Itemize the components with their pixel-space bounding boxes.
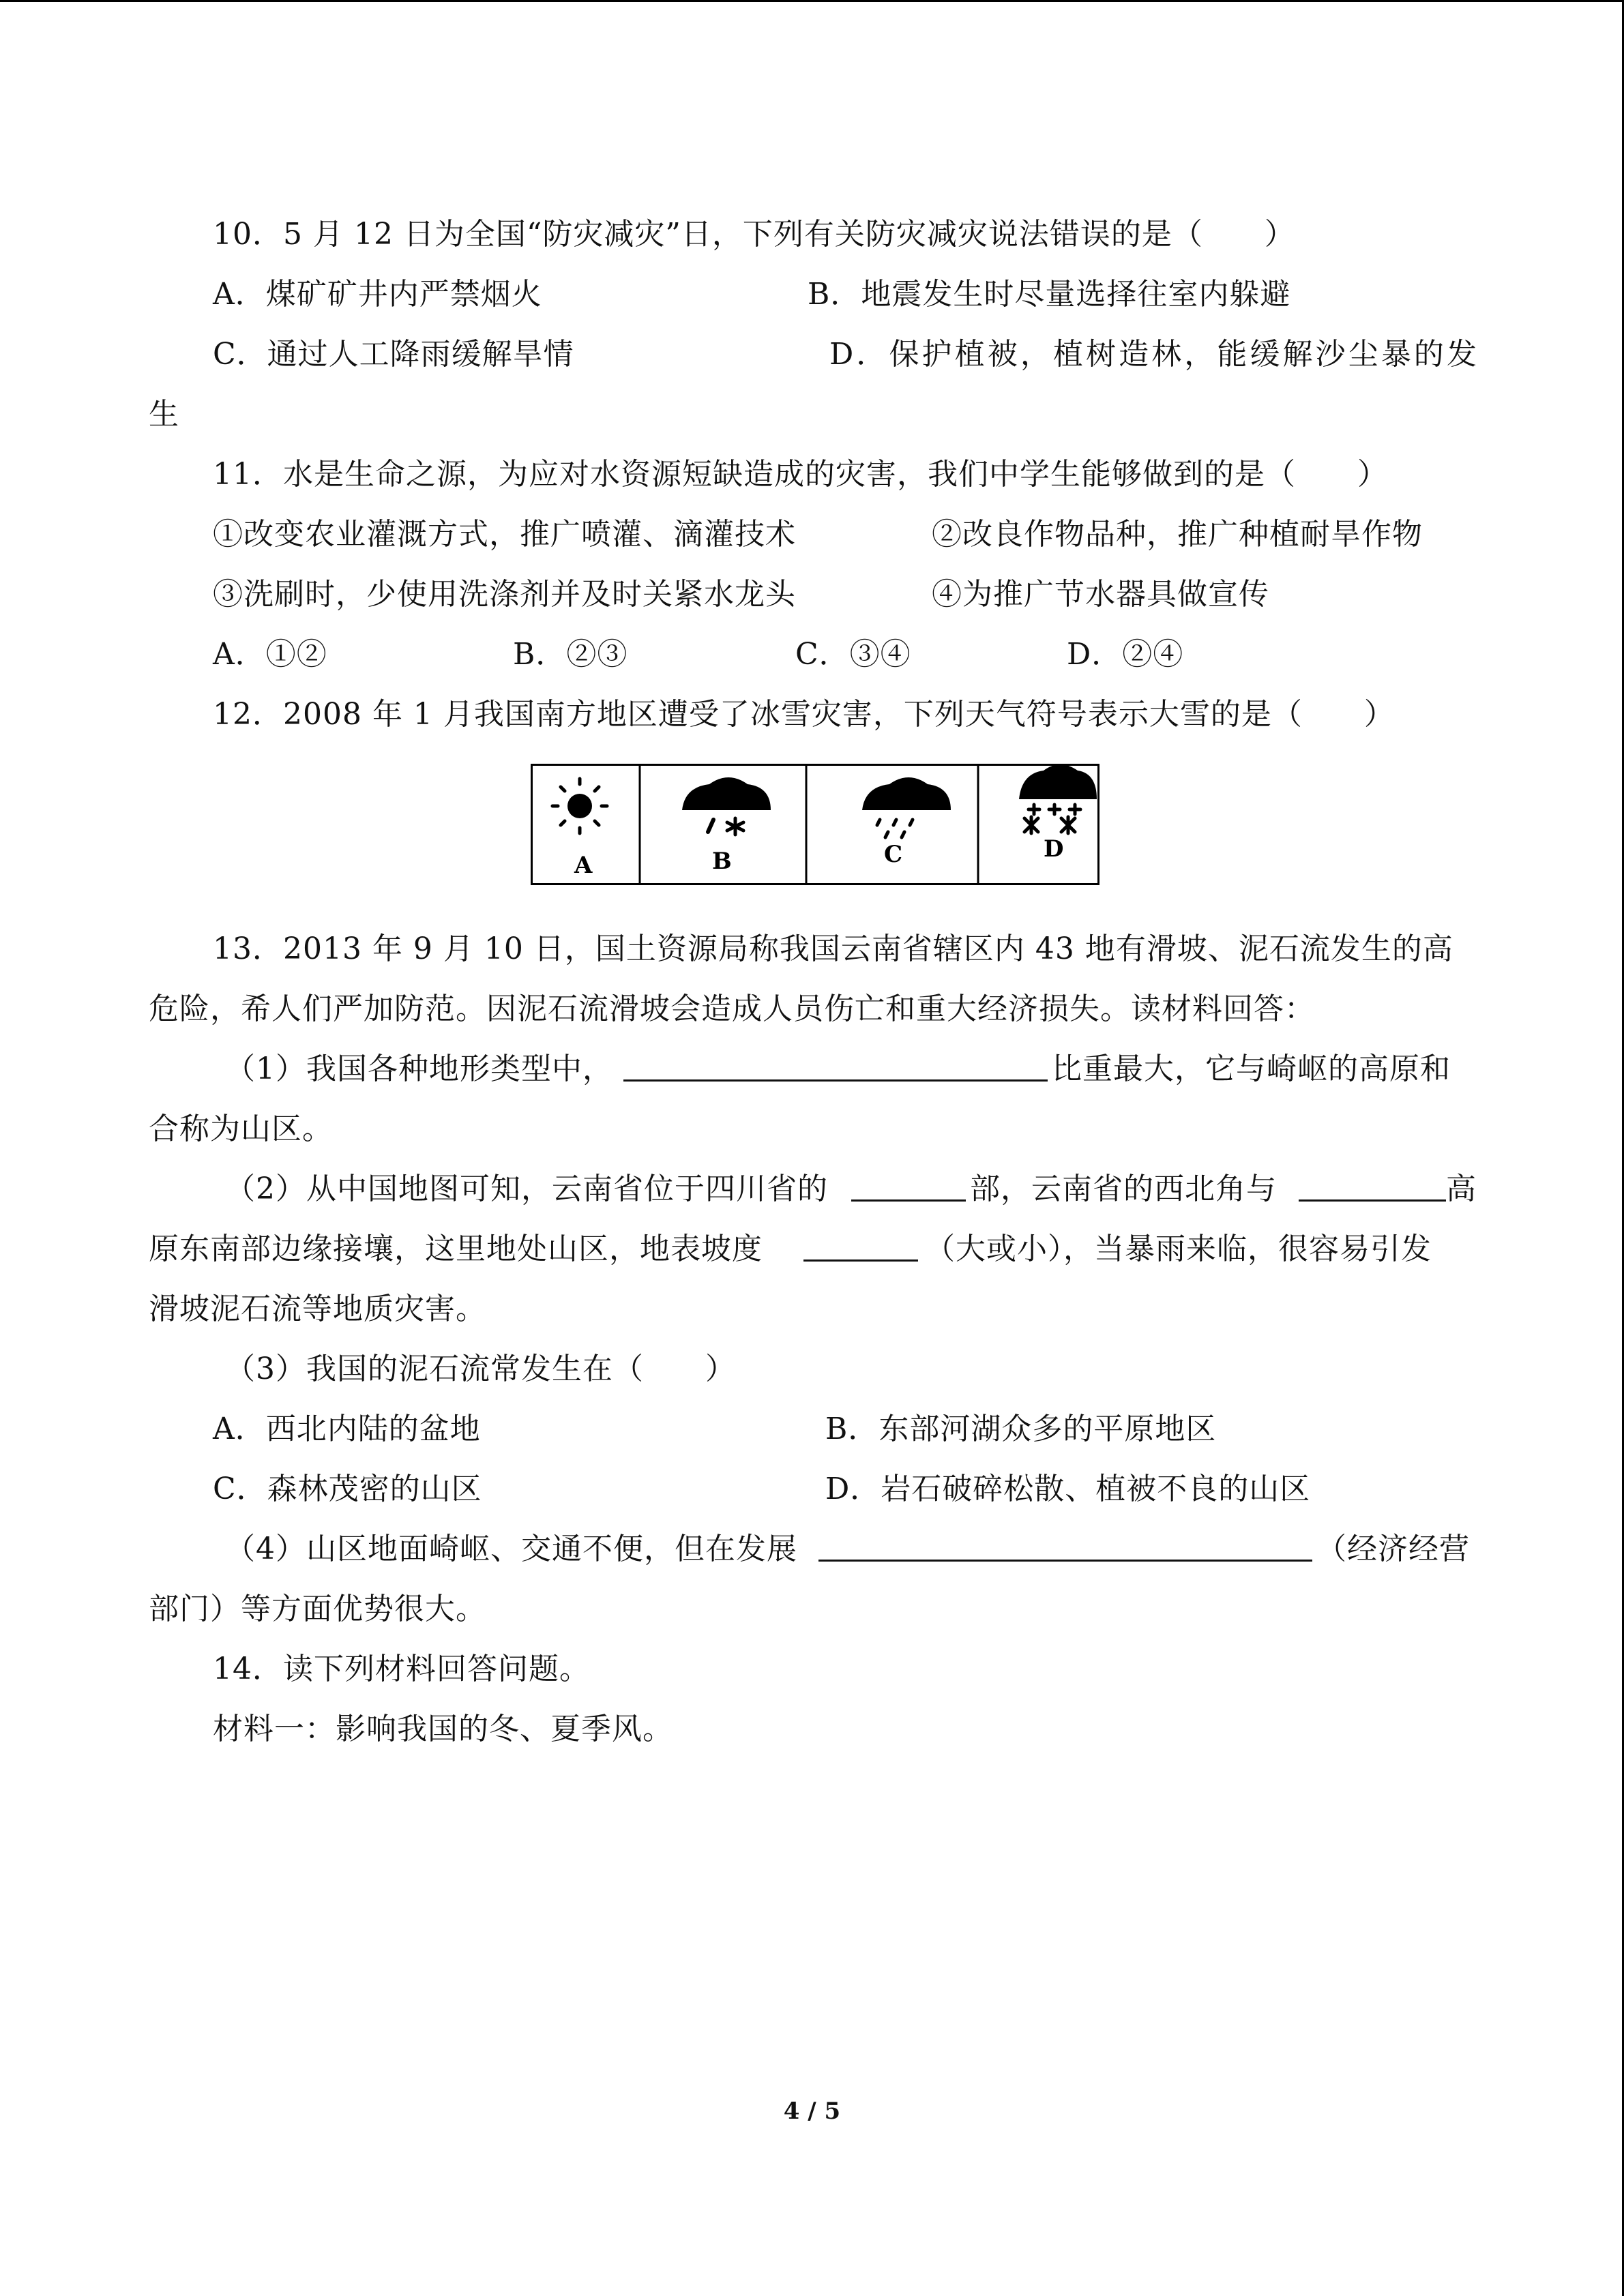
q13-part-4-text-a: （4）山区地面崎岖、交通不便，但在发展 (225, 1532, 797, 1566)
q13-part-3-option-d: D．岩石破碎松散、植被不良的山区 (825, 1472, 1311, 1506)
weather-cell-b-label: B (712, 848, 732, 875)
q10-option-d-continuation: 生 (149, 397, 179, 432)
q11-item-3: ③洗刷时，少使用洗涤剂并及时关紧水龙头 (213, 577, 796, 612)
q13-part-2-text-b: 部，云南省的西北角与 (970, 1172, 1277, 1206)
q13-part-3-option-b: B．东部河湖众多的平原地区 (825, 1412, 1217, 1446)
q13-part-2-blank-2[interactable] (1299, 1167, 1446, 1211)
page-number: 4 / 5 (783, 2098, 841, 2125)
q10-option-b: B．地震发生时尽量选择往室内躲避 (808, 277, 1291, 312)
page-top-border (0, 0, 1624, 2)
q12-stem: 12．2008 年 1 月我国南方地区遭受了冰雪灾害，下列天气符号表示大雪的是（ ） (213, 697, 1395, 732)
q11-item-2: ②改良作物品种，推广种植耐旱作物 (932, 517, 1423, 552)
q14-material-1: 材料一：影响我国的冬、夏季风。 (213, 1712, 673, 1746)
q13-stem-line-1: 13．2013 年 9 月 10 日，国土资源局称我国云南省辖区内 43 地有滑坡、泥石流发生的高 (213, 931, 1453, 966)
q11-item-4: ④为推广节水器具做宣传 (932, 577, 1269, 612)
q10-option-d: D．保护植被，植树造林，能缓解沙尘暴的发 (829, 337, 1477, 372)
q10-option-c: C．通过人工降雨缓解旱情 (213, 337, 574, 372)
q13-part-4-blank[interactable] (818, 1527, 1312, 1571)
q13-part-2-line-2-text-b: （大或小），当暴雨来临，很容易引发 (925, 1232, 1432, 1266)
q11-option-b: B．②③ (513, 637, 628, 672)
q11-item-1: ①改变农业灌溉方式，推广喷灌、滴灌技术 (213, 517, 796, 552)
q11-option-c: C．③④ (795, 637, 911, 672)
q11-option-a: A．①② (213, 637, 327, 672)
q13-part-3-option-a: A．西北内陆的盆地 (213, 1412, 481, 1446)
q13-part-2-line-3: 滑坡泥石流等地质灾害。 (149, 1292, 486, 1326)
q13-part-1-text-a: （1）我国各种地形类型中， (225, 1052, 613, 1086)
weather-cell-c-label: C (884, 841, 903, 868)
q14-stem: 14．读下列材料回答问题。 (213, 1652, 590, 1686)
q13-part-1-blank[interactable] (623, 1047, 1048, 1091)
q13-part-4-text-b: （经济经营 (1316, 1532, 1470, 1566)
q13-stem-line-2: 危险，希人们严加防范。因泥石流滑坡会造成人员伤亡和重大经济损失。读材料回答： (149, 992, 1315, 1026)
weather-symbols-figure (531, 764, 1099, 888)
q13-part-2-line-2-text-a: 原东南部边缘接壤，这里地处山区，地表坡度 (149, 1232, 763, 1266)
q13-part-1-continuation: 合称为山区。 (149, 1112, 333, 1146)
q13-part-1-text-b: 比重最大，它与崎岖的高原和 (1052, 1052, 1451, 1086)
q13-part-3-option-c: C．森林茂密的山区 (213, 1472, 482, 1506)
q10-option-a: A．煤矿矿井内严禁烟火 (213, 277, 542, 312)
q13-part-2-text-a: （2）从中国地图可知，云南省位于四川省的 (225, 1172, 828, 1206)
q13-part-4-continuation: 部门）等方面优势很大。 (149, 1592, 486, 1626)
q13-part-3-stem: （3）我国的泥石流常发生在（ ） (225, 1352, 736, 1386)
weather-cell-d-label: D (1044, 835, 1064, 863)
q11-option-d: D．②④ (1067, 637, 1184, 672)
q10-stem: 10．5 月 12 日为全国“防灾减灾”日，下列有关防灾减灾说法错误的是（ ） (213, 217, 1295, 252)
weather-cell-a-label: A (574, 852, 593, 879)
q13-part-2-blank-3[interactable] (803, 1227, 918, 1271)
q13-part-2-blank-1[interactable] (851, 1167, 966, 1211)
q11-stem: 11．水是生命之源，为应对水资源短缺造成的灾害，我们中学生能够做到的是（ ） (213, 457, 1388, 492)
q13-part-2-text-c: 高 (1446, 1172, 1477, 1206)
